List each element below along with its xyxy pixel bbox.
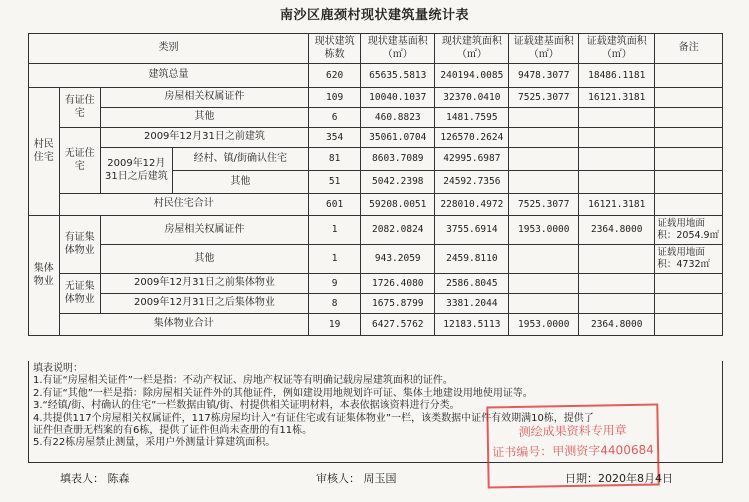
reviewer-signature: 审核人： 周玉国 — [316, 472, 397, 485]
cell-base: 65635.5813 — [361, 64, 435, 88]
cell-cert-base: 9478.3077 — [509, 64, 579, 88]
cell-floor: 32370.0410 — [435, 88, 509, 108]
page-title: 南沙区鹿颈村现状建筑量统计表 — [279, 8, 469, 23]
cell-base: 5042.2398 — [361, 171, 435, 194]
cell-cert-floor: 2364.8000 — [579, 314, 655, 336]
cell-count: 1 — [308, 245, 360, 274]
table-row — [29, 314, 723, 336]
cell-cert-base: 7525.3077 — [509, 88, 579, 108]
cell-floor: 3381.2044 — [435, 294, 509, 314]
group-village: 村民住宅 — [29, 88, 60, 216]
cell-floor: 240194.0085 — [435, 64, 509, 88]
stamp-line-2: 证书编号：甲测资字4400684 — [492, 442, 654, 460]
table-row — [29, 108, 723, 128]
cell-floor: 3755.6914 — [435, 216, 509, 245]
group-after-2009: 2009年12月31日之后建筑 — [100, 148, 172, 194]
table-row — [29, 216, 723, 245]
cell-cert-base — [509, 148, 579, 171]
header-count: 现状建筑栋数 — [308, 34, 360, 64]
group-village-nocert: 无证住宅 — [59, 128, 100, 194]
cell-count: 601 — [308, 194, 360, 216]
cell-cert-base: 7525.3077 — [509, 194, 579, 216]
cell-floor: 228010.4972 — [435, 194, 509, 216]
group-coll-nocert: 无证集体物业 — [59, 274, 100, 314]
cell-base: 2082.0824 — [361, 216, 435, 245]
cell-count: 1 — [308, 216, 360, 245]
table-row — [29, 274, 723, 294]
cell-count: 51 — [308, 171, 360, 194]
cell-base: 10040.1037 — [361, 88, 435, 108]
group-collective: 集体物业 — [29, 216, 60, 336]
cell-floor: 42995.6987 — [435, 148, 509, 171]
statistics-table — [28, 33, 723, 336]
row-label: 2009年12月31日之前集体物业 — [100, 274, 308, 294]
table-row — [29, 88, 723, 108]
row-label: 房屋相关权属证件 — [100, 88, 308, 108]
table-row — [29, 294, 723, 314]
group-village-cert: 有证住宅 — [59, 88, 100, 128]
cell-cert-floor — [579, 108, 655, 128]
row-label: 村民住宅合计 — [59, 194, 308, 216]
row-label: 其他 — [172, 171, 308, 194]
cell-remark — [655, 194, 723, 216]
cell-cert-floor — [579, 294, 655, 314]
cell-count: 81 — [308, 148, 360, 171]
cell-base: 460.8823 — [361, 108, 435, 128]
row-label: 其他 — [100, 245, 308, 274]
row-label: 房屋相关权属证件 — [100, 216, 308, 245]
cell-cert-floor — [579, 128, 655, 148]
cell-cert-floor: 18486.1181 — [579, 64, 655, 88]
cell-base: 35061.0704 — [361, 128, 435, 148]
row-label: 集体物业合计 — [59, 314, 308, 336]
note-line: 5.有22栋房屋禁止测量，采用户外测量计算建筑面积。 — [33, 437, 276, 449]
header-remark: 备注 — [655, 34, 723, 64]
cell-count: 620 — [308, 64, 360, 88]
cell-remark — [655, 64, 723, 88]
cell-remark: 证载用地面积：2054.9㎡ — [655, 216, 723, 245]
cell-cert-base — [509, 171, 579, 194]
cell-cert-floor — [579, 148, 655, 171]
table-row — [29, 245, 723, 274]
cell-remark — [655, 128, 723, 148]
header-floor-area: 现状建筑面积（㎡） — [435, 34, 509, 64]
note-line: 证件但查册无档案的有6栋，提供了证件但尚未查册的有11栋。 — [33, 424, 313, 436]
cell-floor: 24592.7356 — [435, 171, 509, 194]
filler-signature: 填表人： 陈森 — [60, 472, 130, 485]
cell-remark — [655, 294, 723, 314]
cell-count: 9 — [308, 274, 360, 294]
cell-count: 109 — [308, 88, 360, 108]
header-cert-floor: 证载建筑面积（㎡） — [579, 34, 655, 64]
header-base-area: 现状建基面积（㎡） — [361, 34, 435, 64]
row-label: 2009年12月31日之后集体物业 — [100, 294, 308, 314]
note-line: 1.有证“房屋相关证件”一栏是指：不动产权证、房地产权证等有明确记载房屋建筑面积的证件。 — [33, 375, 453, 387]
cell-count: 8 — [308, 294, 360, 314]
note-line: 2.有证“其他”一栏是指：除房屋相关证件外的其他证件，例如建设用地规划许可证、集体土地建设用地使用证等。 — [33, 387, 533, 399]
cell-cert-base: 1953.0000 — [509, 216, 579, 245]
notes-heading: 填表说明： — [33, 363, 83, 374]
stamp-line-1: 测绘成果资料专用章 — [518, 423, 627, 439]
cell-cert-base — [509, 108, 579, 128]
row-label: 经村、镇/街确认住宅 — [172, 148, 308, 171]
cell-base: 59208.0051 — [361, 194, 435, 216]
cell-count: 354 — [308, 128, 360, 148]
report-date: 日期：2020年8月4日 — [565, 472, 673, 485]
row-label: 建筑总量 — [29, 64, 309, 88]
cell-cert-floor — [579, 245, 655, 274]
header-category: 类别 — [29, 34, 309, 64]
cell-remark — [655, 88, 723, 108]
cell-cert-floor: 16121.3181 — [579, 194, 655, 216]
table-row — [29, 64, 723, 88]
header-row — [29, 34, 723, 64]
cell-remark — [655, 108, 723, 128]
cell-cert-floor — [579, 171, 655, 194]
cell-cert-base — [509, 128, 579, 148]
group-coll-cert: 有证集体物业 — [59, 216, 100, 274]
cell-floor: 2459.8110 — [435, 245, 509, 274]
cell-remark — [655, 171, 723, 194]
cell-cert-base — [509, 245, 579, 274]
table-row — [29, 194, 723, 216]
cell-cert-base — [509, 294, 579, 314]
cell-floor: 12183.5113 — [435, 314, 509, 336]
cell-base: 943.2059 — [361, 245, 435, 274]
note-line: 3.“经镇/街、村确认的住宅”一栏数据由镇/街、村提供相关证明材料，本表依据该资料进行分类。 — [33, 400, 460, 412]
note-line: 4.共提供117个房屋相关权属证件，117栋房屋均计入“有证住宅或有证集体物业”一栏，该类数据中证件有效期满10栋，提供了 — [33, 412, 594, 424]
cell-remark — [655, 148, 723, 171]
cell-cert-base — [509, 274, 579, 294]
cell-cert-floor — [579, 274, 655, 294]
cell-cert-floor: 2364.8000 — [579, 216, 655, 245]
cell-count: 19 — [308, 314, 360, 336]
cell-cert-base: 1953.0000 — [509, 314, 579, 336]
cell-base: 1675.8799 — [361, 294, 435, 314]
cell-floor: 2586.8045 — [435, 274, 509, 294]
cell-floor: 126570.2624 — [435, 128, 509, 148]
table-row — [29, 128, 723, 148]
cell-base: 1726.4080 — [361, 274, 435, 294]
cell-base: 8603.7089 — [361, 148, 435, 171]
cell-base: 6427.5762 — [361, 314, 435, 336]
cell-remark — [655, 274, 723, 294]
table-row — [29, 148, 723, 171]
cell-count: 6 — [308, 108, 360, 128]
cell-floor: 1481.7595 — [435, 108, 509, 128]
header-cert-base: 证载建基面积（㎡） — [509, 34, 579, 64]
cell-cert-floor: 16121.3181 — [579, 88, 655, 108]
cell-remark: 证载用地面积：4732㎡ — [655, 245, 723, 274]
row-label: 2009年12月31日之前建筑 — [100, 128, 308, 148]
cell-remark — [655, 314, 723, 336]
row-label: 其他 — [100, 108, 308, 128]
